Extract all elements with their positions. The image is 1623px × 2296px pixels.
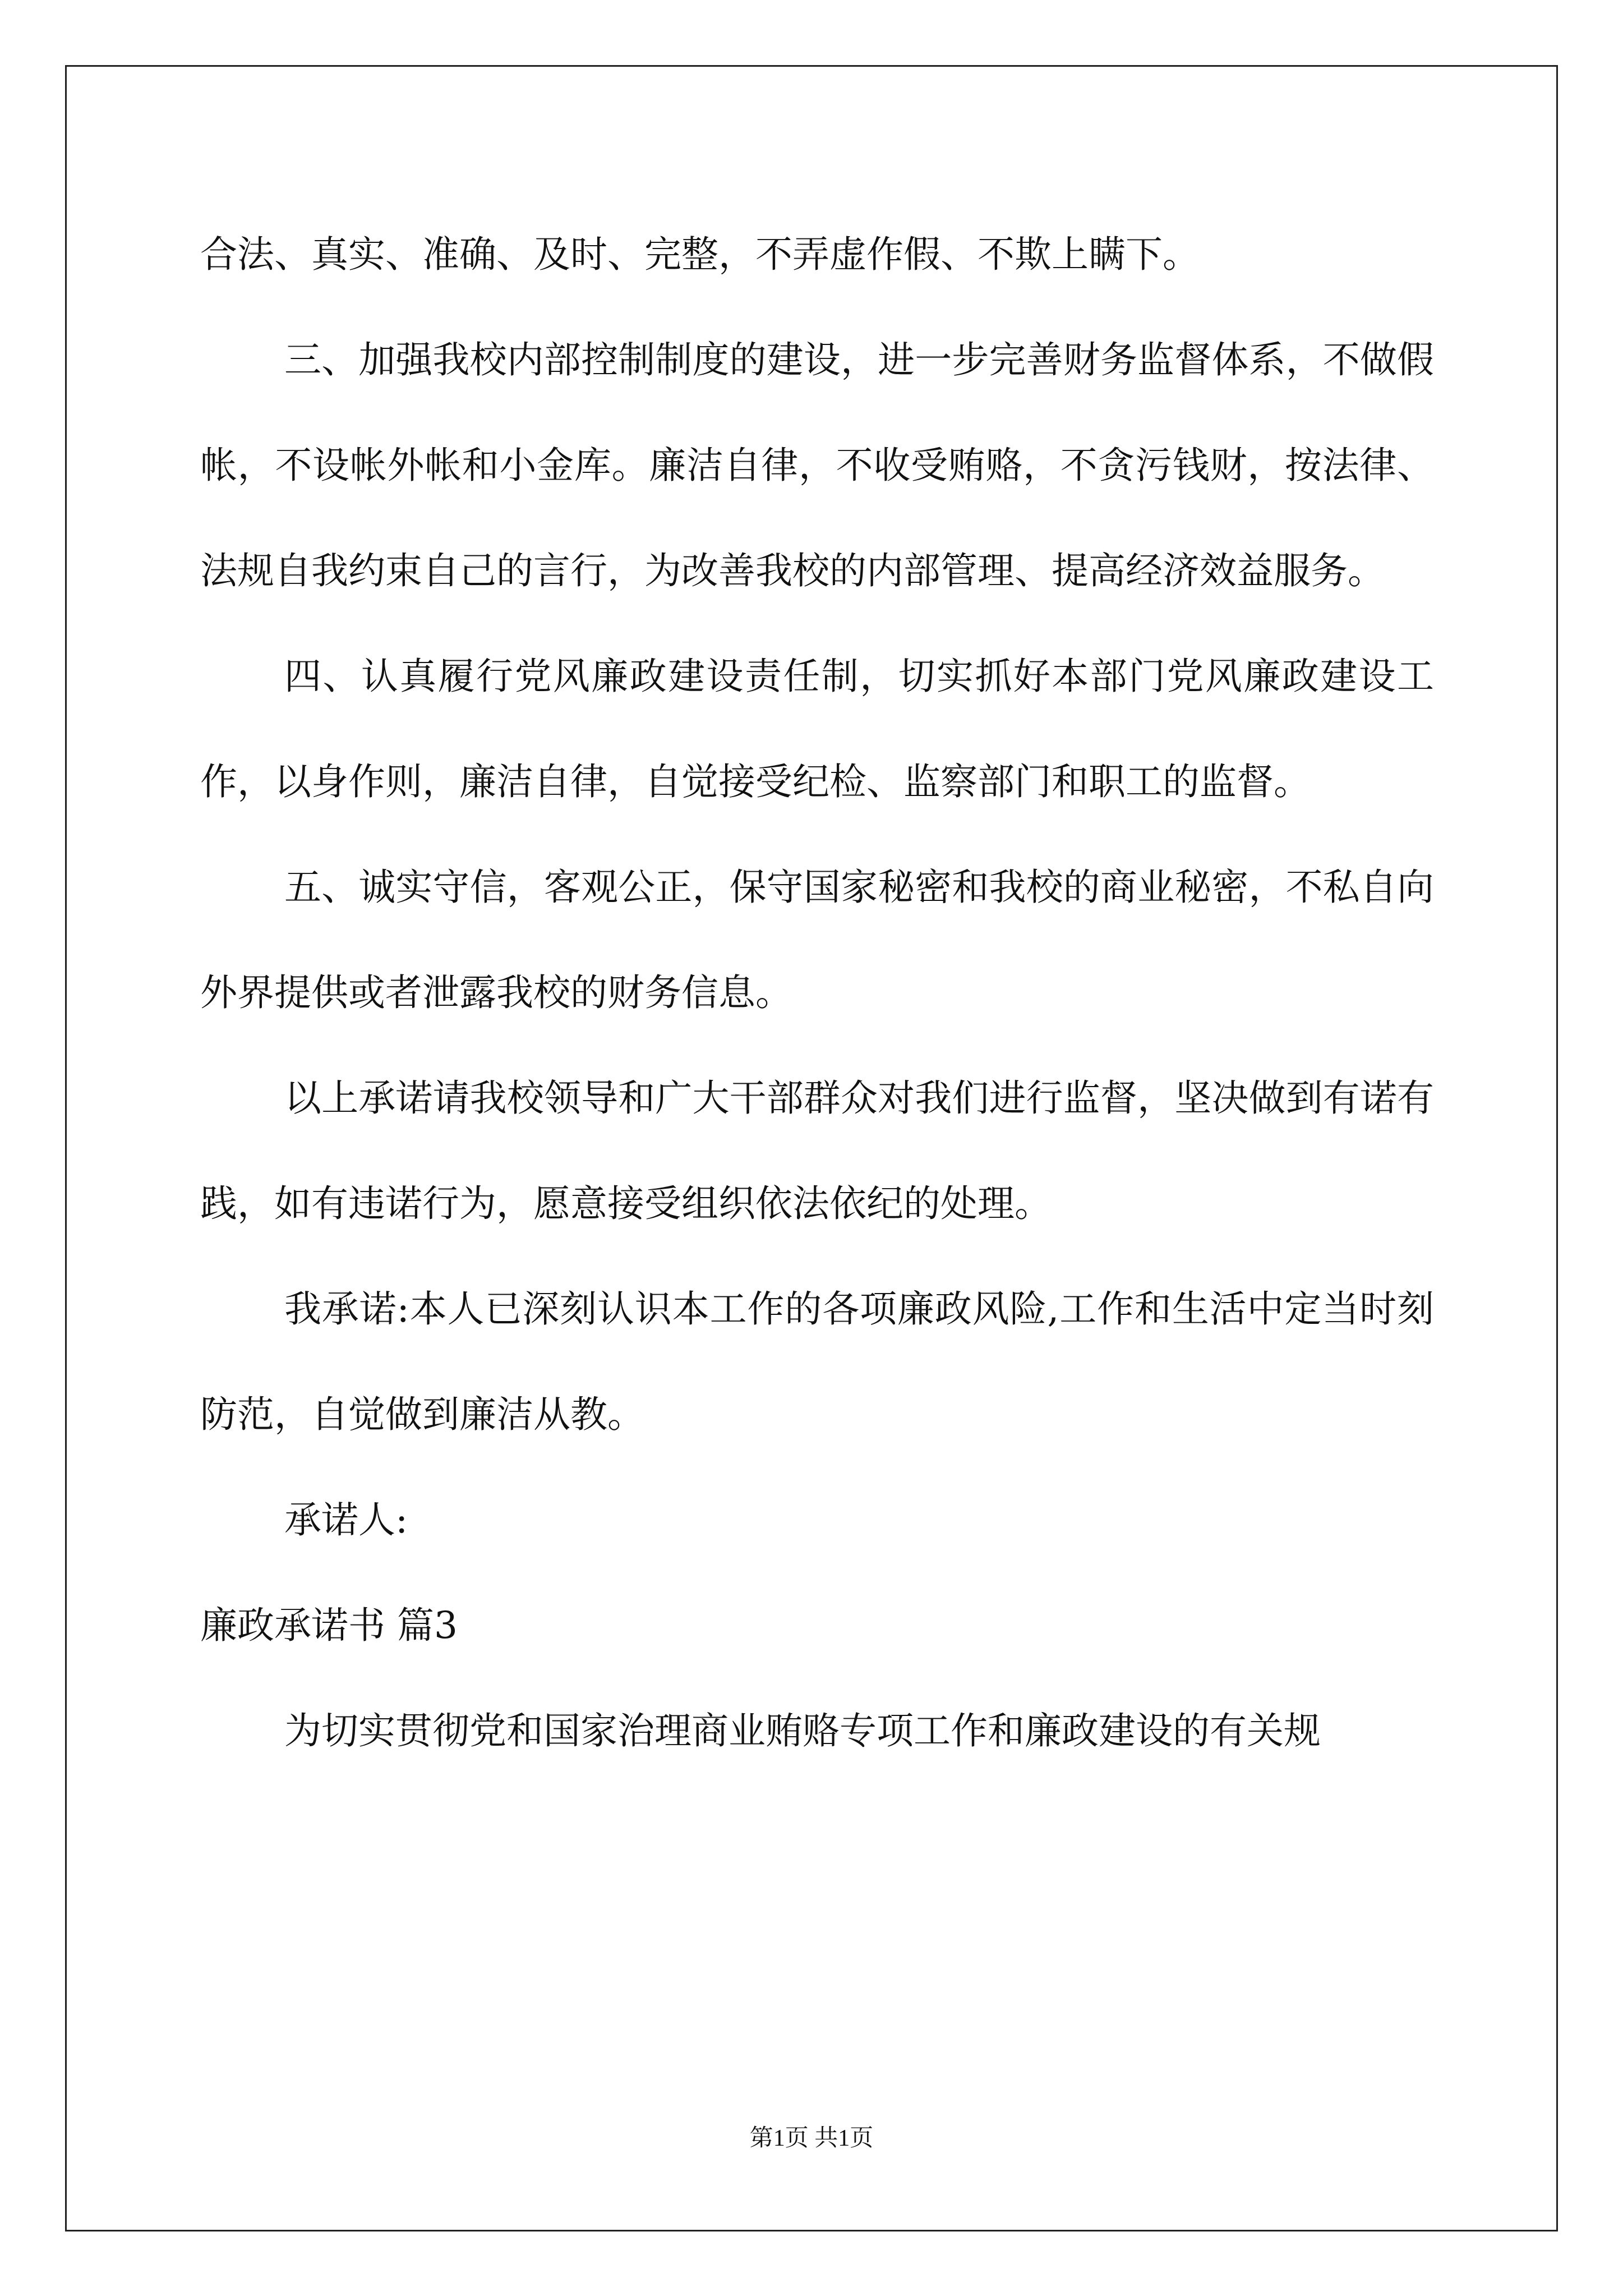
section-heading: 廉政承诺书 篇3 bbox=[200, 1604, 458, 1647]
paragraph-3: 四、认真履行党风廉政建设责任制，切实抓好本部门党风廉政建设工作，以身作则，廉洁自律，自觉接受纪检、监察部门和职工的监督。 bbox=[200, 655, 1434, 803]
paragraph-5: 以上承诺请我校领导和广大干部群众对我们进行监督，坚决做到有诺有践，如有违诺行为，愿意接受组织依法依纪的处理。 bbox=[200, 1076, 1434, 1225]
signatory-label: 承诺人: bbox=[284, 1498, 408, 1542]
document-body bbox=[200, 202, 1434, 1784]
paragraph-6: 我承诺:本人已深刻认识本工作的各项廉政风险,工作和生活中定当时刻防范，自觉做到廉洁从教。 bbox=[200, 1287, 1434, 1436]
paragraph-2: 三、加强我校内部控制制度的建设，进一步完善财务监督体系，不做假帐，不设帐外帐和小金库。廉洁自律，不收受贿赂，不贪污钱财，按法律、法规自我约束自己的言行，为改善我校的内部管理、提高经济效益服务。 bbox=[200, 338, 1434, 592]
paragraph-4: 五、诚实守信，客观公正，保守国家秘密和我校的商业秘密，不私自向外界提供或者泄露我校的财务信息。 bbox=[200, 866, 1434, 1014]
paragraph-1: 合法、真实、准确、及时、完整，不弄虚作假、不欺上瞒下。 bbox=[200, 233, 1200, 276]
page-footer: 第1页 共1页 bbox=[749, 2125, 874, 2151]
closing-paragraph: 为切实贯彻党和国家治理商业贿赂专项工作和廉政建设的有关规 bbox=[284, 1709, 1321, 1752]
